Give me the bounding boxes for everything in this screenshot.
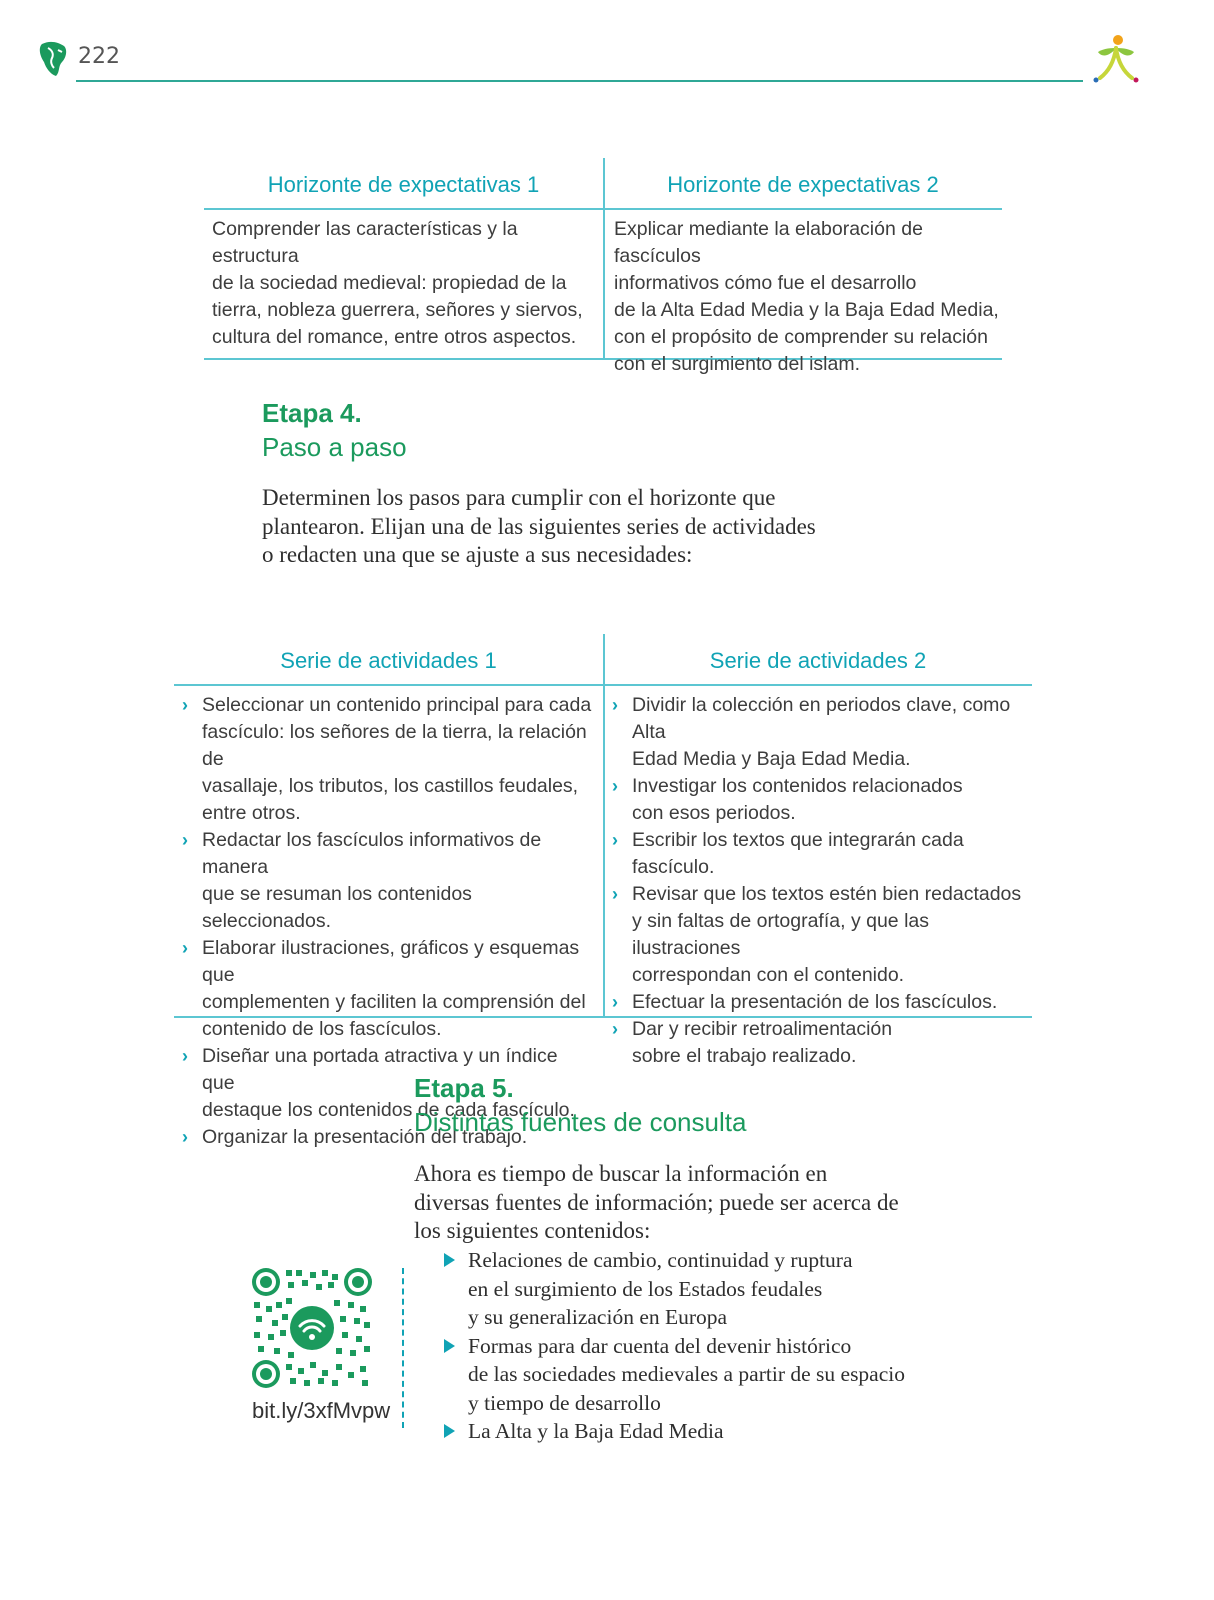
book-logo-icon bbox=[36, 38, 72, 78]
triangle-bullet-icon bbox=[444, 1339, 455, 1353]
text-line: Diseñar una portada atractiva y un índice que bbox=[202, 1045, 558, 1094]
header-rule bbox=[76, 80, 1083, 82]
table-header-rule bbox=[174, 684, 1032, 686]
text-line: Investigar los contenidos relacionados bbox=[632, 775, 963, 797]
text-line: Ahora es tiempo de buscar la información en bbox=[414, 1161, 828, 1186]
text-line: Escribir los textos que integrarán cada fascículo. bbox=[632, 829, 964, 878]
table-header-rule bbox=[204, 208, 1002, 210]
dashed-divider bbox=[402, 1268, 404, 1428]
list-item bbox=[180, 692, 595, 827]
horizonte-text-1 bbox=[212, 216, 597, 351]
text-line: con el propósito de comprender su relación bbox=[614, 326, 988, 348]
text-line: Dividir la colección en periodos clave, como Alta bbox=[632, 694, 1011, 743]
sprout-logo-icon bbox=[1092, 34, 1140, 86]
text-line: vasallaje, los tributos, los castillos feudales, bbox=[202, 775, 579, 797]
text-line: fascículo: los señores de la tierra, la relación de bbox=[202, 721, 587, 770]
table-divider bbox=[603, 634, 605, 1018]
text-line: en el surgimiento de los Estados feudales bbox=[468, 1276, 823, 1301]
horizonte-heading-2: Horizonte de expectativas 2 bbox=[667, 172, 939, 197]
etapa4-title: Etapa 4. bbox=[262, 398, 362, 428]
text-line: de la Alta Edad Media y la Baja Edad Media, bbox=[614, 299, 999, 321]
etapa5-subtitle: Distintas fuentes de consulta bbox=[414, 1107, 747, 1137]
chevron-right-icon: › bbox=[182, 695, 188, 715]
etapa4-intro bbox=[262, 484, 862, 570]
text-line: y sin faltas de ortografía, y que las ilustraciones bbox=[632, 910, 929, 959]
text-line: contenido de los fascículos. bbox=[202, 1018, 442, 1040]
etapa5-list bbox=[440, 1246, 920, 1446]
text-line: de las sociedades medievales a partir de su espacio bbox=[468, 1362, 905, 1386]
triangle-bullet-icon bbox=[444, 1253, 455, 1267]
list-item bbox=[180, 827, 595, 935]
serie-heading-1: Serie de actividades 1 bbox=[280, 648, 497, 673]
text-line: plantearon. Elijan una de las siguientes series de actividades bbox=[262, 513, 816, 539]
chevron-right-icon: › bbox=[182, 830, 188, 850]
text-line: destaque los contenidos de cada fascículo. bbox=[202, 1099, 575, 1121]
text-line: correspondan con el contenido. bbox=[632, 964, 905, 986]
text-line: y tiempo de desarrollo bbox=[468, 1390, 661, 1415]
horizonte-heading-1: Horizonte de expectativas 1 bbox=[267, 172, 540, 197]
text-line: tierra, nobleza guerrera, señores y siervos, bbox=[212, 299, 583, 321]
text-line: los siguientes contenidos: bbox=[414, 1218, 651, 1243]
qr-code-icon[interactable] bbox=[252, 1268, 372, 1388]
text-line: Efectuar la presentación de los fascículos. bbox=[632, 991, 998, 1013]
serie-heading-2: Serie de actividades 2 bbox=[709, 648, 927, 673]
list-item bbox=[440, 1246, 920, 1332]
text-line: sobre el trabajo realizado. bbox=[632, 1045, 857, 1067]
text-line: Determinen los pasos para cumplir con el horizonte que bbox=[262, 485, 776, 510]
horizonte-text-2 bbox=[614, 216, 999, 378]
list-item bbox=[180, 935, 595, 1043]
list-item bbox=[610, 1016, 1028, 1070]
text-line: La Alta y la Baja Edad Media bbox=[468, 1419, 724, 1443]
text-line: Organizar la presentación del trabajo. bbox=[202, 1126, 528, 1148]
list-item bbox=[610, 989, 1028, 1016]
text-line: Relaciones de cambio, continuidad y ruptura bbox=[468, 1248, 853, 1272]
text-line: Dar y recibir retroalimentación bbox=[632, 1018, 893, 1040]
text-line: Edad Media y Baja Edad Media. bbox=[632, 748, 911, 770]
chevron-right-icon: › bbox=[182, 1127, 188, 1147]
chevron-right-icon: › bbox=[612, 830, 618, 850]
text-line: cultura del romance, entre otros aspectos. bbox=[212, 326, 577, 348]
etapa4-subtitle: Paso a paso bbox=[262, 432, 407, 462]
text-line: Formas para dar cuenta del devenir histórico bbox=[468, 1333, 852, 1358]
etapa5-intro bbox=[414, 1160, 934, 1246]
etapa5-title: Etapa 5. bbox=[414, 1073, 514, 1103]
text-line: con el surgimiento del islam. bbox=[614, 353, 861, 375]
list-item bbox=[610, 827, 1028, 881]
horizonte-table bbox=[204, 158, 1002, 375]
text-line: complementen y faciliten la comprensión del bbox=[202, 991, 586, 1013]
text-line: Elaborar ilustraciones, gráficos y esquemas que bbox=[202, 937, 580, 986]
list-item bbox=[610, 881, 1028, 989]
text-line: diversas fuentes de información; puede ser acerca de bbox=[414, 1189, 899, 1215]
chevron-right-icon: › bbox=[612, 1019, 618, 1039]
list-item bbox=[610, 692, 1028, 773]
qr-url[interactable]: bit.ly/3xfMvpw bbox=[252, 1398, 391, 1423]
serie-list-2 bbox=[610, 692, 1028, 1070]
chevron-right-icon: › bbox=[612, 992, 618, 1012]
text-line: o redacten una que se ajuste a sus necesidades: bbox=[262, 542, 693, 567]
text-line: de la sociedad medieval: propiedad de la bbox=[212, 272, 567, 294]
text-line: entre otros. bbox=[202, 802, 301, 824]
chevron-right-icon: › bbox=[612, 695, 618, 715]
chevron-right-icon: › bbox=[182, 938, 188, 958]
page-number: 222 bbox=[78, 44, 120, 69]
serie-list-1 bbox=[180, 692, 595, 1151]
text-line: Seleccionar un contenido principal para cada bbox=[202, 694, 592, 716]
chevron-right-icon: › bbox=[182, 1046, 188, 1066]
triangle-bullet-icon bbox=[444, 1424, 455, 1438]
text-line: Comprender las características y la estructura bbox=[212, 218, 518, 267]
text-line: informativos cómo fue el desarrollo bbox=[614, 272, 917, 294]
text-line: con esos periodos. bbox=[632, 802, 796, 824]
text-line: Explicar mediante la elaboración de fascículos bbox=[614, 218, 923, 267]
list-item bbox=[440, 1417, 920, 1446]
text-line: y su generalización en Europa bbox=[468, 1305, 728, 1329]
list-item bbox=[440, 1332, 920, 1418]
chevron-right-icon: › bbox=[612, 776, 618, 796]
list-item bbox=[610, 773, 1028, 827]
text-line: Revisar que los textos estén bien redactados bbox=[632, 883, 1022, 905]
text-line: que se resuman los contenidos seleccionados. bbox=[202, 883, 472, 932]
chevron-right-icon: › bbox=[612, 884, 618, 904]
text-line: Redactar los fascículos informativos de manera bbox=[202, 829, 542, 878]
